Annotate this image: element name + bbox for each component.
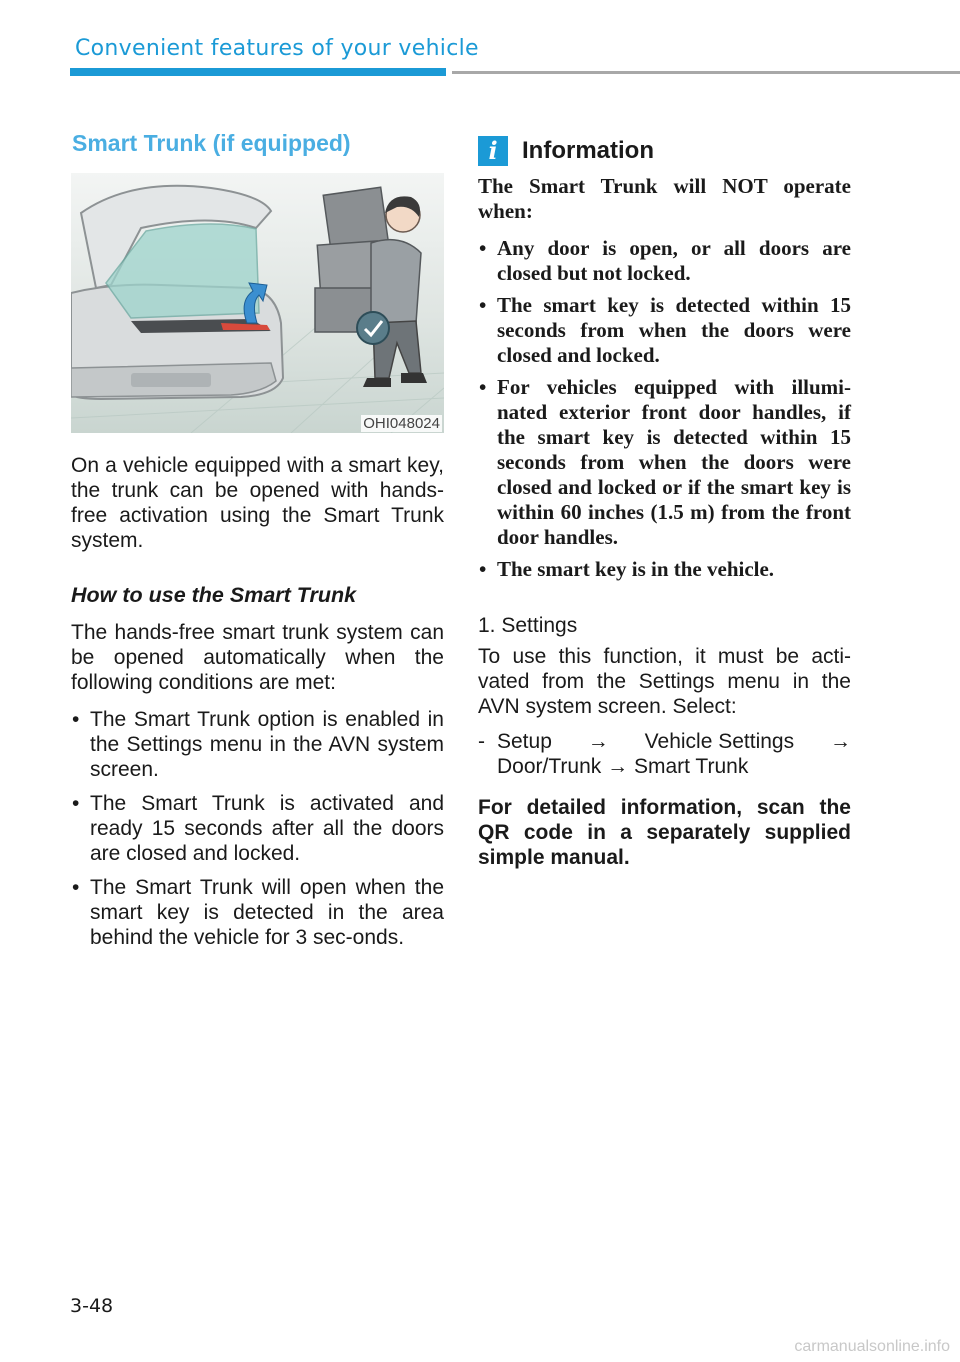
info-list	[478, 236, 851, 582]
menu-path-line-2	[497, 754, 851, 779]
path-vehicle-settings: Vehicle Settings	[644, 730, 795, 753]
section-title: Smart Trunk (if equipped)	[72, 130, 351, 156]
left-column	[71, 130, 444, 959]
intro-paragraph: On a vehicle equipped with a smart key, the trunk can be opened with hands-free activation using the Smart Trunk system.	[71, 454, 444, 552]
car-trunk-open-icon	[71, 186, 283, 399]
settings-heading: 1. Settings	[478, 614, 578, 637]
list-item: • For vehicles equipped with illumi-nated exterior front door handles, if the smart key is detected within 15 seconds from when the doors were closed and locked or if the smart key is within 60 inches (1.5 m) from the front door handles.	[479, 375, 851, 549]
figure-code: OHI048024	[363, 415, 440, 432]
smart-trunk-illustration	[71, 173, 444, 433]
path-smart-trunk: Smart Trunk	[633, 755, 749, 778]
info-lead: The Smart Trunk will NOT operate when:	[478, 174, 851, 223]
info-header	[478, 136, 851, 166]
info-icon: i	[478, 136, 508, 166]
arrow-right-icon: →	[607, 755, 629, 778]
conditions-list	[71, 707, 444, 950]
list-item: • The smart key is detected within 15 seconds from when the doors were closed and locked.	[479, 293, 851, 367]
arrow-right-icon: →	[830, 730, 851, 753]
page-number: 3-48	[70, 1295, 114, 1317]
qr-note: For detailed information, scan the QR code in a separately supplied simple manual.	[478, 796, 851, 869]
info-title: Information	[522, 137, 654, 164]
right-column	[478, 136, 851, 870]
path-door-trunk: Door/Trunk	[497, 755, 602, 778]
menu-path	[478, 729, 851, 779]
path-setup: Setup	[497, 730, 552, 753]
dash-marker: -	[478, 730, 485, 753]
watermark: carmanualsonline.info	[794, 1338, 950, 1355]
settings-paragraph: To use this function, it must be acti-vated from the Settings menu in the AVN system screen. Select:	[478, 645, 851, 718]
arrow-right-icon: →	[587, 730, 609, 753]
subhead-how-to-use: How to use the Smart Trunk	[71, 583, 357, 607]
chapter-title: Convenient features of your vehicle	[75, 36, 479, 61]
subhead-paragraph: The hands-free smart trunk system can be opened automatically when the following conditions are met:	[71, 621, 444, 694]
header-rule	[452, 71, 960, 74]
list-item: • The Smart Trunk is activated and ready 15 seconds after all the doors are closed and locked.	[72, 792, 444, 865]
menu-path-line-1	[497, 729, 851, 754]
header-accent-bar	[70, 68, 446, 76]
list-item: • Any door is open, or all doors are closed but not locked.	[479, 236, 851, 285]
list-item: • The smart key is in the vehicle.	[479, 557, 775, 581]
car-person-drawing	[71, 173, 444, 433]
list-item: • The Smart Trunk option is enabled in the Settings menu in the AVN system screen.	[72, 708, 444, 781]
person-carrying-boxes-icon	[315, 187, 427, 387]
list-item: • The Smart Trunk will open when the smart key is detected in the area behind the vehicle for 3 sec-onds.	[72, 876, 444, 949]
